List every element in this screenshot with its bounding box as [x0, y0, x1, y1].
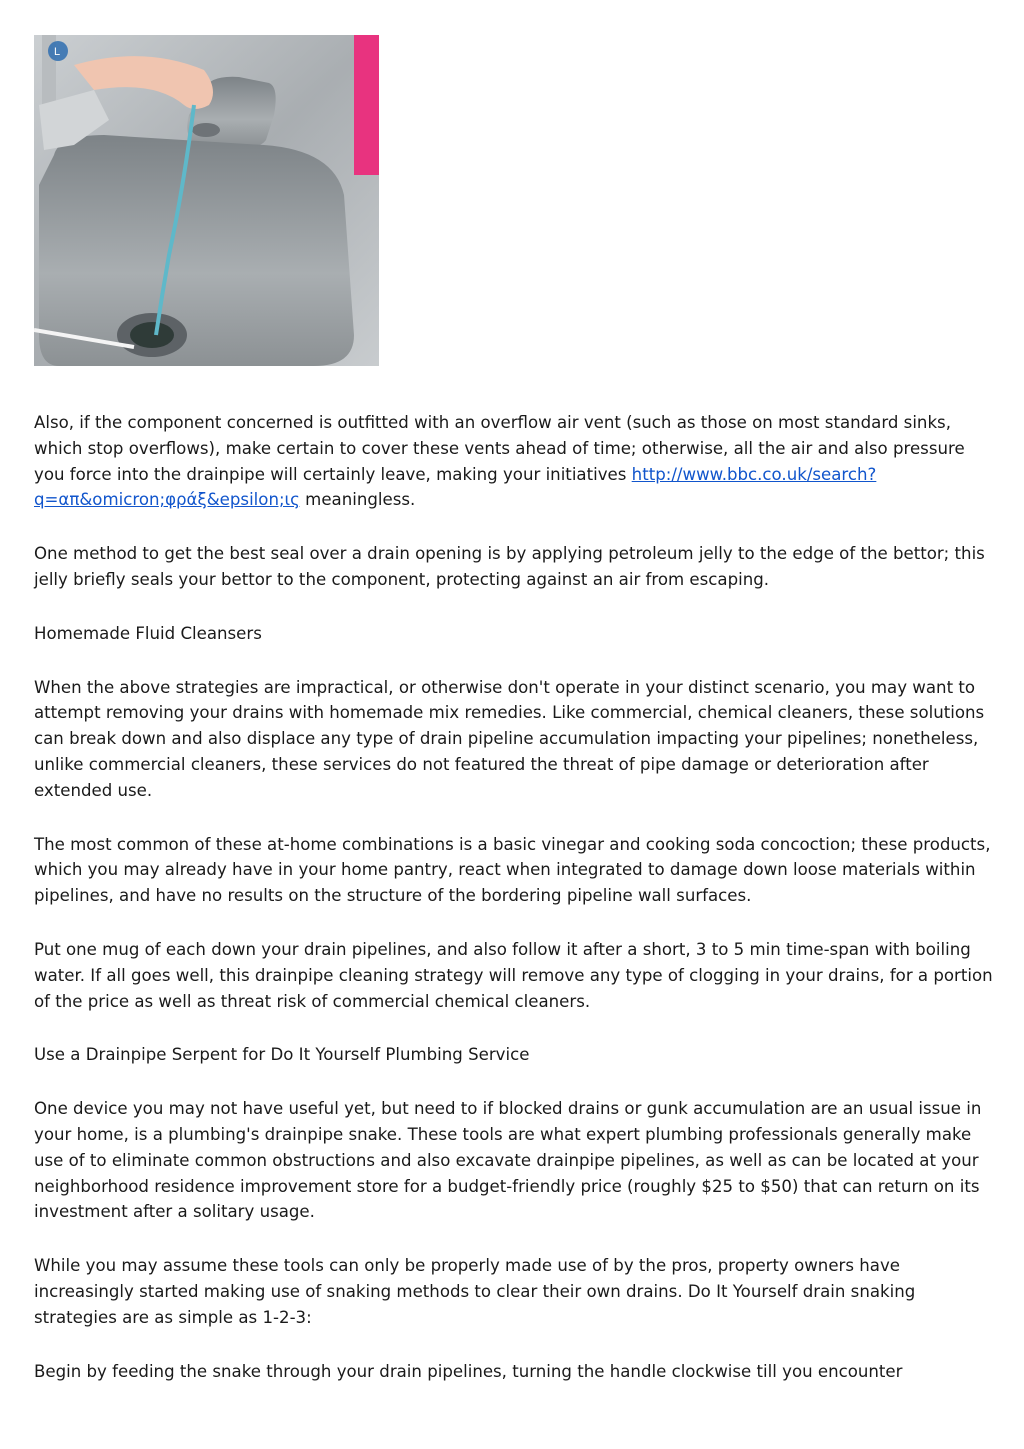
paragraph: When the above strategies are impractical, or otherwise don't operate in your distinct scenario, you may want to attempt removing your drains with homemade mix remedies. Like commercial, chemical cleaners, these solutions can break down and also displace any type of drain pipeline accumulation impacting your pipelines; nonetheless, unlike commercial cleaners, these services do not featured the threat of pipe damage or deterioration after extended use.	[34, 677, 985, 800]
paragraph: One device you may not have useful yet, but need to if blocked drains or gunk accumulation are an usual issue in your home, is a plumbing's drainpipe snake. These tools are what expert plumbing professionals generally make use of to eliminate common obstructions and also excavate drainpipe pipelines, as well as can be located at your neighborhood residence improvement store for a budget-friendly price (roughly $25 to $50) that can return on its investment after a solitary usage.	[34, 1099, 982, 1222]
section-heading: Homemade Fluid Cleansers	[34, 623, 262, 643]
paragraph: Put one mug of each down your drain pipelines, and also follow it after a short, 3 to 5 min time-span with boiling water. If all goes well, this drainpipe cleaning strategy will remove any type of clogging in your drains, for a portion of the price as well as threat risk of commercial chemical cleaners.	[34, 939, 993, 1011]
paragraph	[34, 410, 994, 513]
paragraph: Begin by feeding the snake through your drain pipelines, turning the handle clockwise till you encounter	[34, 1361, 903, 1381]
sink-illustration	[34, 35, 379, 366]
paragraph: While you may assume these tools can only be properly made use of by the pros, property owners have increasingly started making use of snaking methods to clear their own drains. Do It Yourself drain snaking strategies are as simple as 1-2-3:	[34, 1256, 916, 1327]
svg-text:L: L	[54, 46, 61, 58]
paragraph-text: Also, if the component concerned is outfitted with an overflow air vent (such as those on most standard sinks, which stop overflows), make certain to cover these vents ahead of time; otherwise, all the air and also pressure you force into the drainpipe will certainly leave, making your initiatives	[34, 413, 965, 484]
section-heading: Use a Drainpipe Serpent for Do It Yourself Plumbing Service	[34, 1045, 530, 1065]
sink-drain-photo	[34, 35, 379, 366]
paragraph: The most common of these at-home combinations is a basic vinegar and cooking soda concoction; these products, which you may already have in your home pantry, react when integrated to damage down loose materials within pipelines, and have no results on the structure of the bordering pipeline wall surfaces.	[34, 834, 991, 906]
paragraph: One method to get the best seal over a drain opening is by applying petroleum jelly to the edge of the bettor; this jelly briefly seals your bettor to the component, protecting against an air from escaping.	[34, 544, 985, 589]
bbc-search-link[interactable]: http://www.bbc.co.uk/search?q=απ&omicron;φράξ&epsilon;ις	[34, 464, 877, 510]
article-body	[34, 410, 994, 1412]
paragraph-text: meaningless.	[299, 490, 416, 510]
